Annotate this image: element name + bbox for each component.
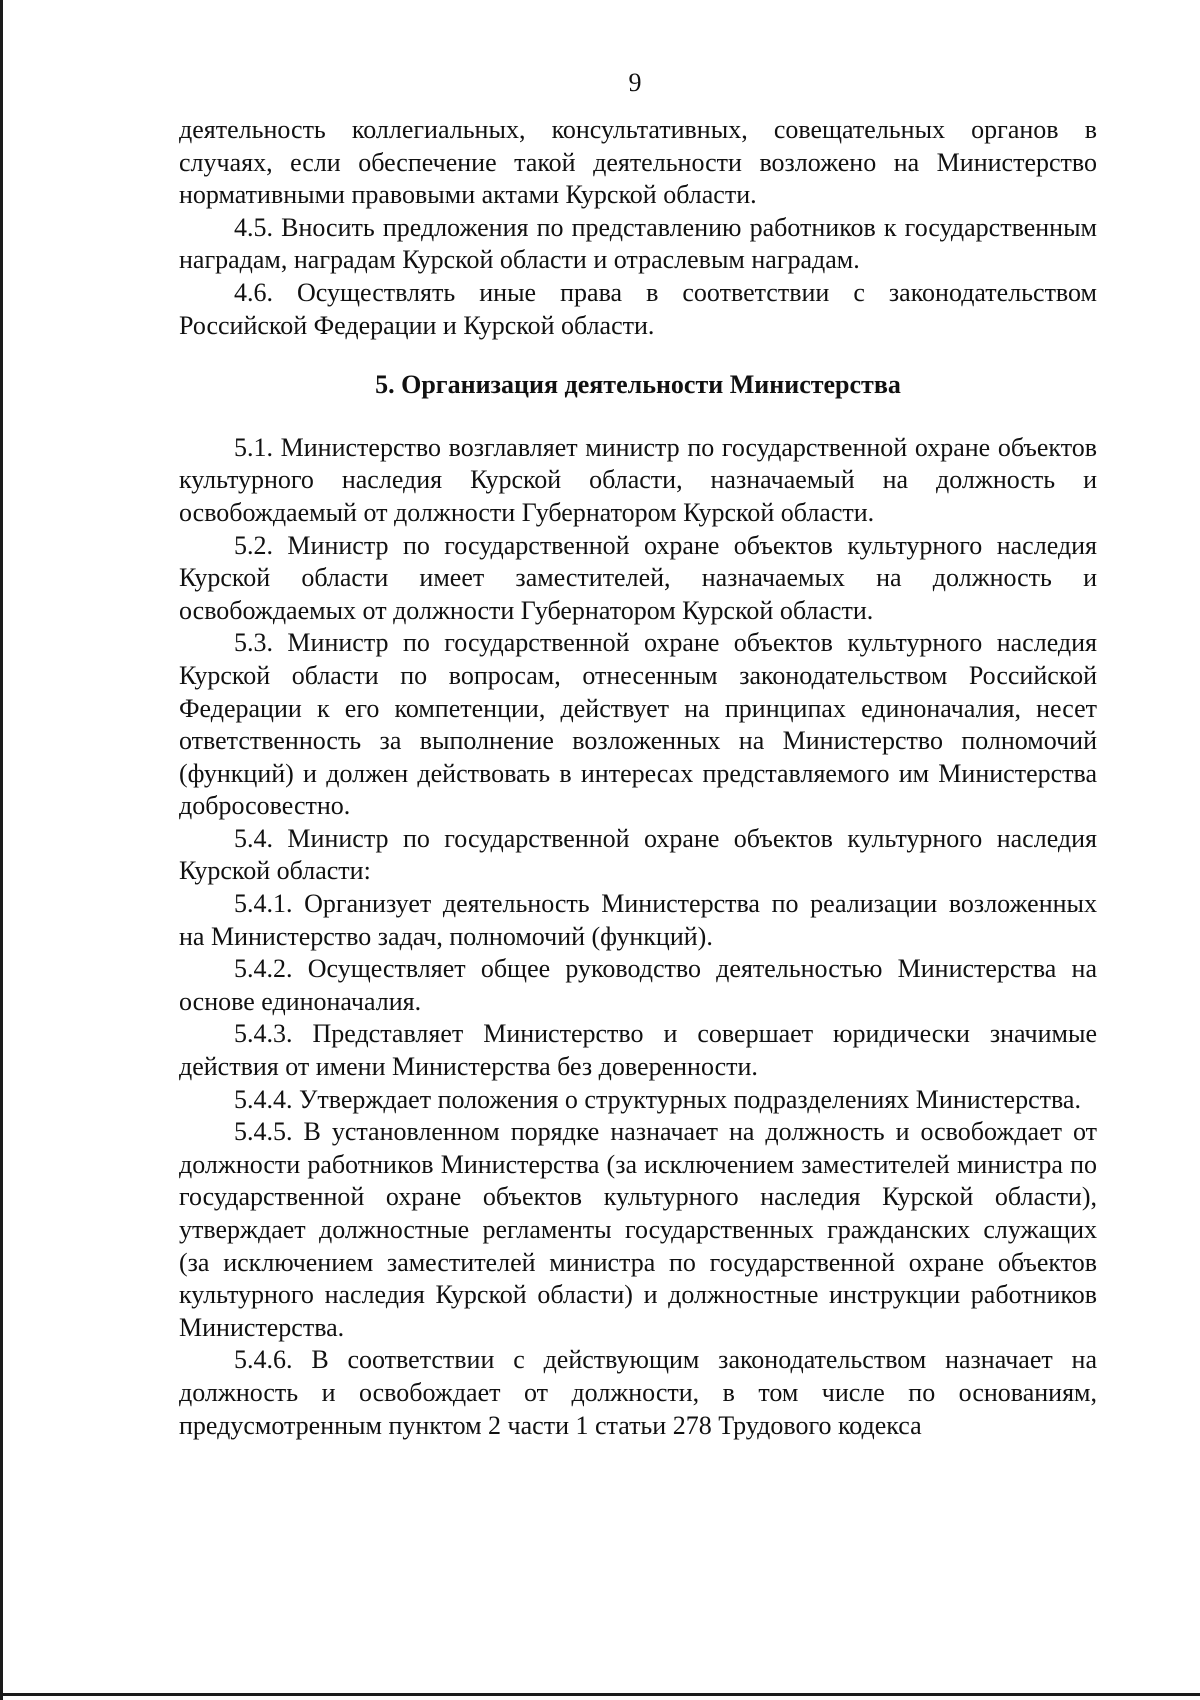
paragraph-5-4-2: 5.4.2. Осуществляет общее руководство деятельностью Министерства на основе единоначалия. (179, 954, 1097, 1016)
page-number: 9 (628, 68, 642, 97)
scan-edge-left (0, 0, 3, 1700)
paragraph-5-1: 5.1. Министерство возглавляет министр по государственной охране объектов культурного наследия Курской области, назначаемый на должность и освобождаемый от должности Губернатором Курской области. (179, 432, 1097, 527)
paragraph-5-4-3: 5.4.3. Представляет Министерство и совершает юридически значимые действия от имени Министерства без доверенности. (179, 1019, 1097, 1082)
section-heading: 5. Организация деятельности Министерства (375, 370, 901, 400)
paragraph-continuation: деятельность коллегиальных, консультативных, совещательных органов в случаях, если обеспечение такой деятельности возложено на Министерство нормативными правовыми актами Курской области. (179, 115, 1097, 210)
paragraph-4-6: 4.6. Осуществлять иные права в соответствии с законодательством Российской Федерации и Курской области. (179, 277, 1097, 340)
paragraph-4-5: 4.5. Вносить предложения по представлению работников к государственным наградам, наградам Курской области и отраслевым наградам. (179, 212, 1097, 275)
paragraph-5-4-4: 5.4.4. Утверждает положения о структурных подразделениях Министерства. (234, 1084, 1081, 1114)
paragraph-5-4: 5.4. Министр по государственной охране объектов культурного наследия Курской области: (179, 823, 1097, 886)
paragraph-5-4-6: 5.4.6. В соответствии с действующим законодательством назначает на должность и освобождает от должности, в том числе по основаниям, предусмотренным пунктом 2 части 1 статьи 278 Трудового кодекса (179, 1345, 1097, 1440)
paragraph-5-4-1: 5.4.1. Организует деятельность Министерства по реализации возложенных на Министерство задач, полномочий (функций). (179, 889, 1097, 951)
document-body (179, 114, 1097, 1442)
paragraph-5-2: 5.2. Министр по государственной охране объектов культурного наследия Курской области имеет заместителей, назначаемых на должность и освобождаемых от должности Губернатором Курской области. (179, 530, 1097, 625)
paragraph-5-3: 5.3. Министр по государственной охране объектов культурного наследия Курской области по вопросам, отнесенным законодательством Российской Федерации к его компетенции, действует на принципах единоначалия, несет ответственность за выполнение возложенных на Министерство полномочий (функций) и должен действовать в интересах представляемого им Министерства добросовестно. (179, 628, 1097, 821)
scan-edge-bottom (0, 1693, 1200, 1696)
paragraph-5-4-5: 5.4.5. В установленном порядке назначает на должность и освобождает от должности работников Министерства (за исключением заместителей министра по государственной охране объектов культурного наследия Курской области), утверждает должностные регламенты государственных гражданских служащих (за исключением заместителей министра по государственной охране объектов культурного наследия Курской области) и должностные инструкции работников Министерства. (179, 1117, 1097, 1342)
